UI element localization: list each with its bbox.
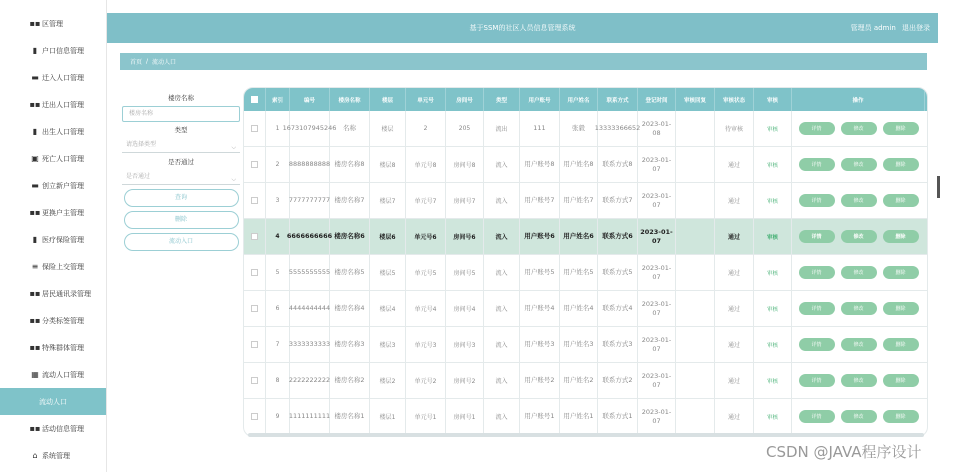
logout-link[interactable]: 退出登录 [902, 24, 930, 32]
cell-type: 流入 [484, 147, 520, 182]
sidebar-item-label: 居民通讯录管理 [42, 289, 91, 298]
table-row[interactable] [244, 399, 927, 435]
cell-room: 205 [446, 111, 484, 146]
cell-phone: 联系方式2 [598, 363, 638, 398]
column-header: 楼层 [370, 88, 406, 111]
cell-phone: 联系方式7 [598, 183, 638, 218]
horizontal-scrollbar[interactable] [248, 433, 924, 437]
cell-code: 1673107945246 [290, 111, 330, 146]
cell-type: 流入 [484, 183, 520, 218]
delete-row-button[interactable]: 删除 [883, 266, 919, 279]
cell-idx: 8 [266, 363, 290, 398]
cell-date: 2023-01-07 [638, 399, 676, 434]
cell-floor: 楼层2 [370, 363, 406, 398]
cell-phone: 联系方式8 [598, 147, 638, 182]
cell-unit: 单元号5 [406, 255, 446, 290]
cell-room: 房间号3 [446, 327, 484, 362]
type-label: 类型 [174, 126, 188, 134]
sidebar-item-label: 更换户主管理 [42, 208, 84, 217]
document-icon: ▮ [32, 127, 38, 136]
cell-username: 用户姓名6 [560, 219, 598, 254]
actions-cell [792, 363, 925, 398]
sidebar-item-3[interactable] [0, 91, 106, 118]
document-icon: ▮ [32, 46, 38, 55]
audit-cell [754, 147, 792, 182]
cell-unit: 单元号8 [406, 147, 446, 182]
cell-type: 流入 [484, 399, 520, 434]
cell-account: 用户账号4 [520, 291, 560, 326]
monitor-icon: ▬ [31, 181, 39, 190]
cell-type: 流入 [484, 363, 520, 398]
cell-date: 2023-01-07 [638, 183, 676, 218]
sidebar-item-label: 特殊群体管理 [42, 343, 84, 352]
cell-floor: 楼层1 [370, 399, 406, 434]
cell-date: 2023-01-07 [638, 255, 676, 290]
table-row[interactable] [244, 111, 927, 147]
top-header [107, 13, 938, 43]
column-header: 单元号 [406, 88, 446, 111]
delete-row-button[interactable]: 删除 [883, 194, 919, 207]
cell-room: 房间号6 [446, 219, 484, 254]
cell-unit: 单元号6 [406, 219, 446, 254]
type-select[interactable] [122, 138, 240, 153]
inflow-button[interactable]: 流动入口 [124, 233, 239, 251]
detail-button[interactable]: 详情 [799, 122, 835, 135]
row-checkbox-cell[interactable] [244, 291, 266, 326]
delete-row-button[interactable]: 删除 [883, 302, 919, 315]
actions-cell [792, 183, 925, 218]
cell-idx: 2 [266, 147, 290, 182]
cell-status: 待审核 [715, 111, 754, 146]
delete-row-button[interactable]: 删除 [883, 230, 919, 243]
cell-code: 5555555555 [290, 255, 330, 290]
sidebar-item-label: 流动人口管理 [42, 370, 84, 379]
pass-select[interactable] [122, 170, 240, 185]
row-checkbox[interactable] [251, 161, 258, 168]
detail-button[interactable]: 详情 [799, 374, 835, 387]
audit-link[interactable]: 审核 [766, 234, 778, 241]
cell-type: 流入 [484, 255, 520, 290]
sidebar-item-6[interactable] [0, 172, 106, 199]
table-row[interactable] [244, 327, 927, 363]
sidebar-item-label: 保险上交管理 [42, 262, 84, 271]
grid-icon: ▪▪ [29, 100, 41, 109]
edit-button[interactable]: 修改 [841, 302, 877, 315]
column-header: 用户账号 [520, 88, 560, 111]
cell-name: 楼房名称8 [330, 147, 370, 182]
cell-floor: 楼层8 [370, 147, 406, 182]
select-all-checkbox-cell[interactable] [244, 88, 266, 111]
row-checkbox-cell[interactable] [244, 327, 266, 362]
edit-button[interactable]: 修改 [841, 194, 877, 207]
delete-row-button[interactable]: 删除 [883, 410, 919, 423]
sidebar-item-label: 系统管理 [42, 451, 70, 460]
grid-icon: ▪▪ [29, 424, 41, 433]
sidebar-item-5[interactable] [0, 145, 106, 172]
cell-reply [676, 183, 715, 218]
cell-code: 7777777777 [290, 183, 330, 218]
cell-status: 通过 [715, 291, 754, 326]
cell-username: 用户姓名5 [560, 255, 598, 290]
chevron-down-icon: ⌵ [231, 176, 236, 183]
breadcrumb [120, 53, 927, 70]
row-checkbox-cell[interactable] [244, 255, 266, 290]
audit-cell [754, 111, 792, 146]
grid-icon: ▪▪ [29, 316, 41, 325]
sidebar-item-16[interactable] [0, 442, 106, 469]
edit-button[interactable]: 修改 [841, 266, 877, 279]
cell-date: 2023-01-07 [638, 147, 676, 182]
actions-cell [792, 219, 925, 254]
cell-account: 用户账号8 [520, 147, 560, 182]
cell-reply [676, 255, 715, 290]
sidebar-item-4[interactable] [0, 118, 106, 145]
chart-icon: ▣ [31, 154, 39, 163]
table-row[interactable] [244, 363, 927, 399]
column-header: 操作 [792, 88, 925, 111]
breadcrumb-current: 流动人口 [152, 59, 177, 66]
user-area [847, 23, 930, 33]
cell-status: 通过 [715, 363, 754, 398]
audit-link[interactable]: 审核 [766, 306, 778, 313]
table-row[interactable] [244, 255, 927, 291]
cell-type: 流入 [484, 291, 520, 326]
cell-floor: 楼层 [370, 111, 406, 146]
cell-idx: 5 [266, 255, 290, 290]
grid-icon: ▪▪ [29, 208, 41, 217]
cell-name: 楼房名称3 [330, 327, 370, 362]
cell-idx: 4 [266, 219, 290, 254]
app-title: 基于SSM的社区人员信息管理系统 [469, 24, 576, 32]
cell-phone: 联系方式6 [598, 219, 638, 254]
table-header [244, 88, 927, 111]
grid-icon: ▪▪ [29, 343, 41, 352]
sidebar-item-label: 创立新户管理 [42, 181, 84, 190]
user-label: 管理员 admin [850, 24, 896, 32]
sidebar-item-label: 流动人口 [39, 397, 67, 406]
edit-button[interactable]: 修改 [841, 230, 877, 243]
cell-username: 用户姓名7 [560, 183, 598, 218]
row-checkbox-cell[interactable] [244, 363, 266, 398]
cell-room: 房间号4 [446, 291, 484, 326]
sidebar-item-label: 死亡人口管理 [42, 154, 84, 163]
breadcrumb-separator: / [146, 58, 149, 65]
cell-floor: 楼层4 [370, 291, 406, 326]
row-checkbox[interactable] [251, 269, 258, 276]
cell-account: 用户账号6 [520, 219, 560, 254]
cell-account: 用户账号7 [520, 183, 560, 218]
row-checkbox[interactable] [251, 233, 258, 240]
row-checkbox-cell[interactable] [244, 399, 266, 434]
home-icon: ⌂ [32, 451, 38, 460]
watermark: CSDN @JAVA程序设计 [766, 443, 922, 461]
cell-username: 用户姓名2 [560, 363, 598, 398]
cell-room: 房间号1 [446, 399, 484, 434]
cell-room: 房间号2 [446, 363, 484, 398]
detail-button[interactable]: 详情 [799, 410, 835, 423]
cell-unit: 单元号4 [406, 291, 446, 326]
edit-button[interactable]: 修改 [841, 158, 877, 171]
name-label: 楼房名称 [168, 94, 194, 102]
cell-name: 楼房名称1 [330, 399, 370, 434]
select-all-checkbox[interactable] [251, 96, 258, 103]
audit-cell [754, 291, 792, 326]
cell-date: 2023-01-08 [638, 111, 676, 146]
sidebar-item-label: 迁入人口管理 [42, 73, 84, 82]
sidebar-item-label: 迁出人口管理 [42, 100, 84, 109]
table-row[interactable] [244, 183, 927, 219]
detail-button[interactable]: 详情 [799, 338, 835, 351]
sidebar-item-8[interactable] [0, 226, 106, 253]
list-icon: ≡ [31, 262, 39, 271]
cell-code: 4444444444 [290, 291, 330, 326]
sidebar [0, 0, 107, 472]
audit-link[interactable]: 审核 [766, 378, 778, 385]
sidebar-item-label: 户口信息管理 [42, 46, 84, 55]
type-select-placeholder: 请选择类型 [126, 141, 157, 148]
cell-unit: 单元号3 [406, 327, 446, 362]
row-checkbox[interactable] [251, 125, 258, 132]
sidebar-item-13[interactable] [0, 361, 106, 388]
cell-username: 张毅 [560, 111, 598, 146]
cell-status: 通过 [715, 327, 754, 362]
row-checkbox[interactable] [251, 197, 258, 204]
column-header: 编号 [290, 88, 330, 111]
cell-phone: 13333366652 [598, 111, 638, 146]
row-checkbox-cell[interactable] [244, 111, 266, 146]
sidebar-item-14[interactable] [0, 388, 106, 415]
audit-link[interactable]: 审核 [766, 342, 778, 349]
cell-phone: 联系方式1 [598, 399, 638, 434]
column-header: 审核状态 [715, 88, 754, 111]
sidebar-item-label: 活动信息管理 [42, 424, 84, 433]
cell-account: 用户账号1 [520, 399, 560, 434]
row-checkbox-cell[interactable] [244, 147, 266, 182]
cell-phone: 联系方式3 [598, 327, 638, 362]
sidebar-item-12[interactable] [0, 334, 106, 361]
detail-button[interactable]: 详情 [799, 194, 835, 207]
data-table [243, 87, 928, 437]
cell-reply [676, 363, 715, 398]
detail-button[interactable]: 详情 [799, 230, 835, 243]
cell-phone: 联系方式5 [598, 255, 638, 290]
cell-floor: 楼层6 [370, 219, 406, 254]
cell-idx: 7 [266, 327, 290, 362]
delete-row-button[interactable]: 删除 [883, 338, 919, 351]
audit-cell [754, 327, 792, 362]
cell-idx: 3 [266, 183, 290, 218]
cell-code: 1111111111 [290, 399, 330, 434]
audit-link[interactable]: 审核 [766, 162, 778, 169]
cell-unit: 单元号1 [406, 399, 446, 434]
column-header: 登记时间 [638, 88, 676, 111]
cell-code: 3333333333 [290, 327, 330, 362]
cell-type: 流入 [484, 219, 520, 254]
cell-reply [676, 219, 715, 254]
cell-account: 111 [520, 111, 560, 146]
audit-link[interactable]: 审核 [766, 126, 778, 133]
grid-icon: ▪▪ [29, 19, 41, 28]
scroll-indicator[interactable] [937, 176, 940, 198]
detail-button[interactable]: 详情 [799, 266, 835, 279]
actions-cell [792, 255, 925, 290]
cell-status: 通过 [715, 147, 754, 182]
cell-unit: 单元号2 [406, 363, 446, 398]
cell-phone: 联系方式4 [598, 291, 638, 326]
cell-date: 2023-01-07 [638, 327, 676, 362]
column-header: 联系方式 [598, 88, 638, 111]
cell-idx: 9 [266, 399, 290, 434]
cell-floor: 楼层3 [370, 327, 406, 362]
sidebar-item-label: 出生人口管理 [42, 127, 84, 136]
cell-account: 用户账号2 [520, 363, 560, 398]
sidebar-item-15[interactable] [0, 415, 106, 442]
detail-button[interactable]: 详情 [799, 302, 835, 315]
audit-link[interactable]: 审核 [766, 270, 778, 277]
cell-code: 6666666666 [290, 219, 330, 254]
audit-cell [754, 183, 792, 218]
cell-unit: 单元号7 [406, 183, 446, 218]
cell-status: 通过 [715, 219, 754, 254]
name-search-input[interactable]: 楼房名称 [122, 106, 240, 122]
edit-button[interactable]: 修改 [841, 374, 877, 387]
delete-row-button[interactable]: 删除 [883, 122, 919, 135]
column-header: 房间号 [446, 88, 484, 111]
column-header: 索引 [266, 88, 290, 111]
cell-status: 通过 [715, 255, 754, 290]
cell-floor: 楼层5 [370, 255, 406, 290]
cell-name: 楼房名称4 [330, 291, 370, 326]
audit-link[interactable]: 审核 [766, 198, 778, 205]
column-header: 楼房名称 [330, 88, 370, 111]
grid-icon: ▪▪ [29, 289, 41, 298]
sidebar-item-label: 医疗保险管理 [42, 235, 84, 244]
chevron-down-icon: ⌵ [231, 144, 236, 151]
cell-date: 2023-01-07 [638, 363, 676, 398]
cell-name: 楼房名称7 [330, 183, 370, 218]
audit-cell [754, 219, 792, 254]
cell-username: 用户姓名1 [560, 399, 598, 434]
row-checkbox[interactable] [251, 413, 258, 420]
sidebar-item-10[interactable] [0, 280, 106, 307]
cell-date: 2023-01-07 [638, 219, 676, 254]
actions-cell [792, 147, 925, 182]
search-panel [122, 92, 240, 251]
actions-cell [792, 111, 925, 146]
row-checkbox-cell[interactable] [244, 183, 266, 218]
sidebar-item-2[interactable] [0, 64, 106, 91]
sidebar-item-label: 区管理 [42, 19, 63, 28]
delete-row-button[interactable]: 删除 [883, 374, 919, 387]
edit-button[interactable]: 修改 [841, 338, 877, 351]
cell-unit: 2 [406, 111, 446, 146]
cell-room: 房间号8 [446, 147, 484, 182]
column-header: 审核 [754, 88, 792, 111]
cell-account: 用户账号5 [520, 255, 560, 290]
table-body [244, 111, 927, 435]
cell-name: 名称 [330, 111, 370, 146]
table-row[interactable] [244, 147, 927, 183]
cell-reply [676, 147, 715, 182]
sidebar-item-0[interactable] [0, 10, 106, 37]
row-checkbox[interactable] [251, 377, 258, 384]
actions-cell [792, 327, 925, 362]
cell-idx: 1 [266, 111, 290, 146]
cell-status: 通过 [715, 399, 754, 434]
audit-cell [754, 399, 792, 434]
row-checkbox-cell[interactable] [244, 219, 266, 254]
cell-idx: 6 [266, 291, 290, 326]
cell-username: 用户姓名4 [560, 291, 598, 326]
document-icon: ▮ [32, 235, 38, 244]
audit-cell [754, 363, 792, 398]
sidebar-item-1[interactable] [0, 37, 106, 64]
edit-button[interactable]: 修改 [841, 410, 877, 423]
cell-status: 通过 [715, 183, 754, 218]
cell-floor: 楼层7 [370, 183, 406, 218]
column-header: 审核回复 [676, 88, 715, 111]
cell-reply [676, 291, 715, 326]
delete-button[interactable]: 删除 [124, 211, 239, 229]
table-row[interactable] [244, 219, 927, 255]
query-button[interactable]: 查询 [124, 189, 239, 207]
detail-button[interactable]: 详情 [799, 158, 835, 171]
column-header: 用户姓名 [560, 88, 598, 111]
breadcrumb-home[interactable]: 首页 [130, 59, 143, 66]
table-row[interactable] [244, 291, 927, 327]
sidebar-item-7[interactable] [0, 199, 106, 226]
row-checkbox[interactable] [251, 305, 258, 312]
cell-name: 楼房名称5 [330, 255, 370, 290]
actions-cell [792, 399, 925, 434]
cell-username: 用户姓名3 [560, 327, 598, 362]
cell-name: 楼房名称2 [330, 363, 370, 398]
actions-cell [792, 291, 925, 326]
cell-name: 楼房名称6 [330, 219, 370, 254]
cell-username: 用户姓名8 [560, 147, 598, 182]
monitor-icon: ▬ [31, 73, 39, 82]
cell-reply [676, 399, 715, 434]
audit-cell [754, 255, 792, 290]
pass-label: 是否通过 [168, 158, 194, 166]
cell-room: 房间号7 [446, 183, 484, 218]
audit-link[interactable]: 审核 [766, 414, 778, 421]
cell-code: 8888888888 [290, 147, 330, 182]
cell-date: 2023-01-07 [638, 291, 676, 326]
cell-code: 2222222222 [290, 363, 330, 398]
cell-type: 流入 [484, 327, 520, 362]
sidebar-item-label: 分类标签管理 [42, 316, 84, 325]
cell-reply [676, 327, 715, 362]
cell-account: 用户账号3 [520, 327, 560, 362]
cell-room: 房间号5 [446, 255, 484, 290]
sidebar-item-11[interactable] [0, 307, 106, 334]
row-checkbox[interactable] [251, 341, 258, 348]
column-header: 类型 [484, 88, 520, 111]
pass-select-placeholder: 是否通过 [126, 173, 151, 180]
table-icon: ▦ [31, 370, 39, 379]
cell-type: 流出 [484, 111, 520, 146]
cell-reply [676, 111, 715, 146]
edit-button[interactable]: 修改 [841, 122, 877, 135]
delete-row-button[interactable]: 删除 [883, 158, 919, 171]
sidebar-item-9[interactable] [0, 253, 106, 280]
